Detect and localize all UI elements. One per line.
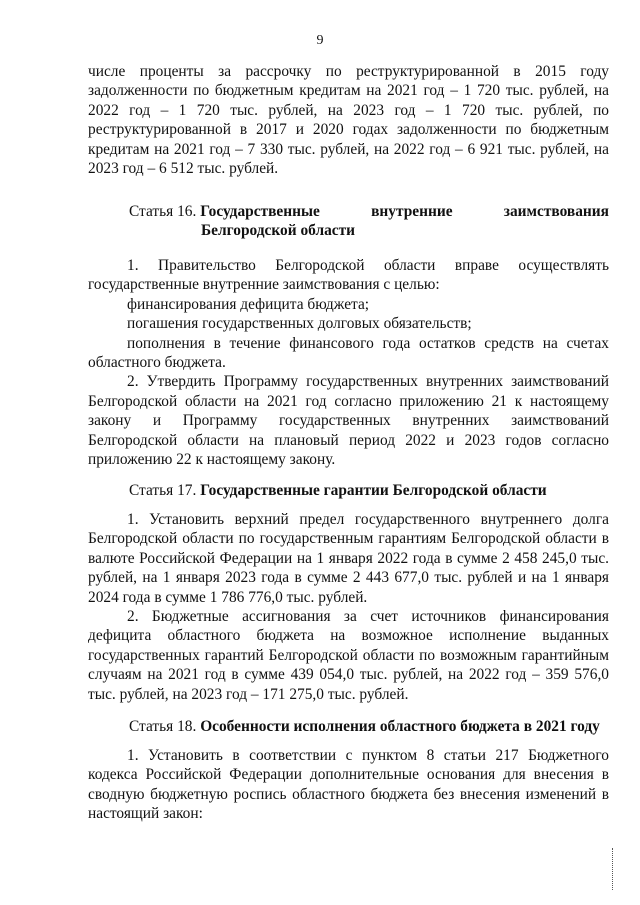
article-16-title-line-2: Белгородской области (201, 222, 356, 240)
article-16-label: Статья 16. (129, 203, 197, 220)
article-18-title: Особенности исполнения областного бюджета в 2021 году (200, 718, 600, 735)
article-17-paragraph-2: 2. Бюджетные ассигнования за счет источников финансирования дефицита областного бюджета на возможное исполнение выданных государственных гарантий Белгородской области по возможным гарантийным случаям на 2021 год в сумме 439 054,0 тыс. рублей, на 2022 год – 359 576,0 тыс. рублей, на 2023 год – 171 275,0 тыс. рублей. (88, 608, 609, 703)
scan-margin-mark (610, 848, 613, 890)
article-17-heading (129, 481, 609, 500)
article-18-label: Статья 18. (129, 718, 197, 735)
article-16-title-word-3: заимствования (503, 203, 609, 220)
article-16-paragraph-2: 2. Утвердить Программу государственных внутренних заимствований Белгородской области на 2021 год согласно приложению 21 к настоящему закону и Программу государственных внутренних заимствований Белгородской области на плановый период 2022 и 2023 годов согласно приложению 22 к настоящему закону. (88, 373, 609, 469)
article-16-body (88, 256, 609, 469)
article-16-paragraph-1: 1. Правительство Белгородской области вправе осуществлять государственные внутренние заимствования с целью: (88, 257, 609, 294)
intro-paragraph: числе проценты за рассрочку по реструктурированной в 2015 году задолженности по бюджетным кредитам на 2021 год – 1 720 тыс. рублей, на 2022 год – 1 720 тыс. рублей, на 2023 год – 1 720 тыс. рублей, по реструктурированной в 2017 и 2020 годах задолженности по бюджетным кредитам на 2021 год – 7 330 тыс. рублей, на 2022 год – 6 921 тыс. рублей, на 2023 год – 6 512 тыс. рублей. (88, 63, 609, 178)
article-16-title-word-2: внутренние (371, 203, 453, 220)
article-16-item-3: пополнения в течение финансового года остатков средств на счетах областного бюджета. (88, 334, 609, 372)
article-18-heading (129, 717, 609, 736)
article-16-heading (129, 202, 609, 241)
article-17-title: Государственные гарантии Белгородской области (200, 482, 547, 499)
article-16-item-1: финансирования дефицита бюджета; (127, 295, 370, 313)
article-16-item-2: погашения государственных долговых обязательств; (127, 315, 472, 333)
article-17-body (88, 510, 609, 704)
article-16-title-word-1: Государственные (200, 203, 320, 220)
page-number: 9 (316, 33, 324, 48)
intro-block (88, 62, 609, 178)
article-17-label: Статья 17. (129, 482, 197, 499)
article-18-body (88, 746, 609, 824)
article-17-paragraph-1: 1. Установить верхний предел государственного внутреннего долга Белгородской области по государственным гарантиям Белгородской области в валюте Российской Федерации на 1 января 2022 года в сумме 2 458 245,0 тыс. рублей, на 1 января 2023 года в сумме 2 443 677,0 тыс. рублей и на 1 января 2024 года в сумме 1 786 776,0 тыс. рублей. (88, 511, 609, 606)
article-18-paragraph-1: 1. Установить в соответствии с пунктом 8 статьи 217 Бюджетного кодекса Российской Федерации дополнительные основания для внесения в сводную бюджетную роспись областного бюджета без внесения изменений в настоящий закон: (88, 747, 609, 823)
